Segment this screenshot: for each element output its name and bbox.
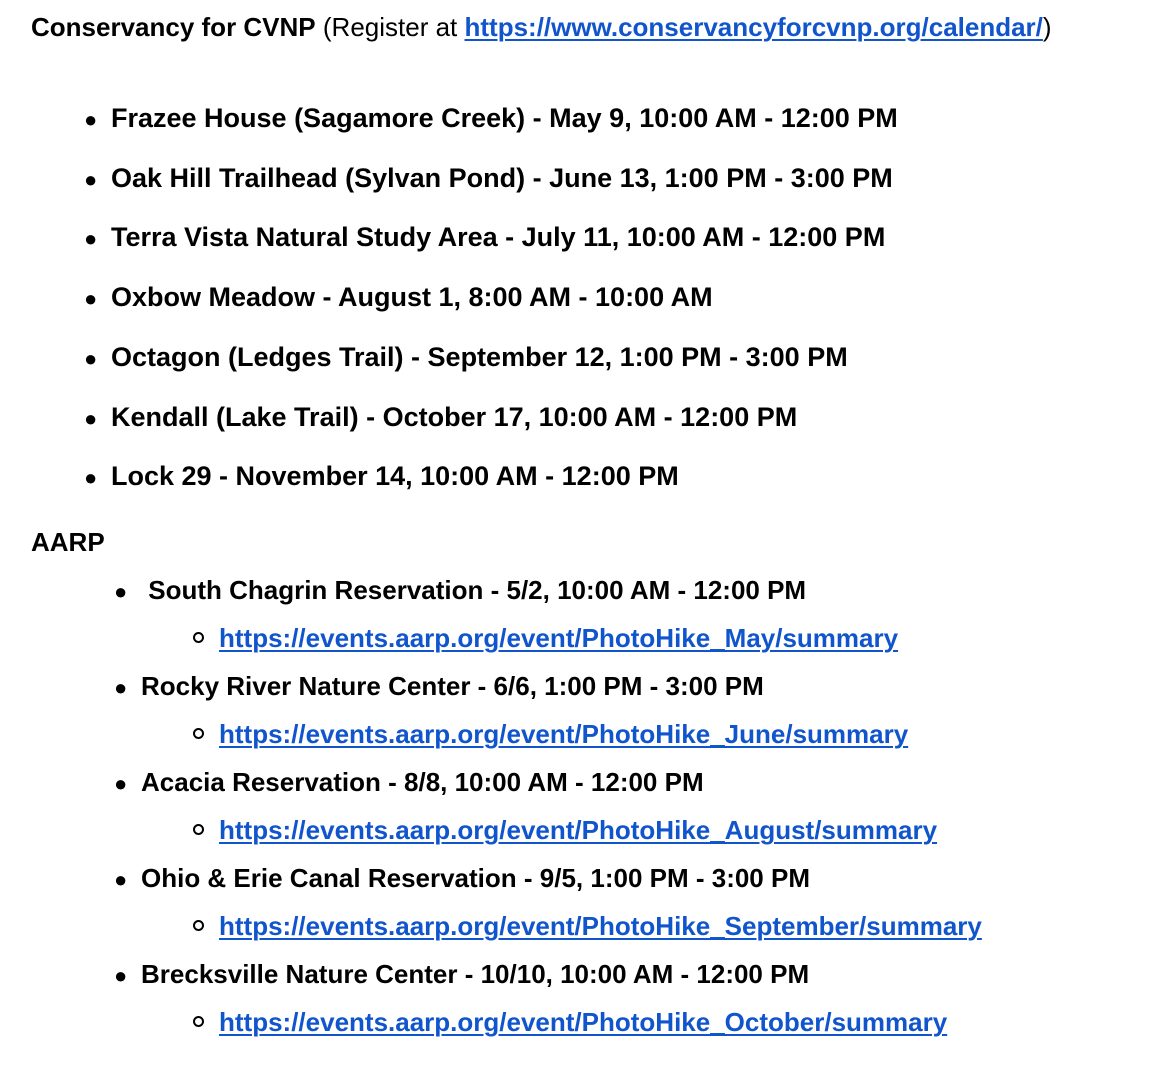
circle-bullet-icon [193,632,204,643]
event-label: Oxbow Meadow - August 1, 8:00 AM - 10:00 AM [111,282,713,312]
circle-bullet-icon [193,824,204,835]
list-item [114,865,810,891]
bullet-icon: ● [114,963,128,988]
list-item [84,404,797,431]
bullet-icon: ● [114,771,128,796]
bullet-icon: ● [114,579,128,604]
event-label: Brecksville Nature Center - 10/10, 10:00 AM - 12:00 PM [141,959,810,989]
list-item [84,344,848,371]
event-label: Oak Hill Trailhead (Sylvan Pond) - June 13, 1:00 PM - 3:00 PM [111,163,893,193]
event-label: Octagon (Ledges Trail) - September 12, 1:00 PM - 3:00 PM [111,342,848,372]
list-item [84,463,679,490]
list-item [84,224,885,251]
event-label: South Chagrin Reservation - 5/2, 10:00 AM - 12:00 PM [141,575,807,605]
bullet-icon: ● [114,867,128,892]
event-label: Frazee House (Sagamore Creek) - May 9, 10:00 AM - 12:00 PM [111,103,898,133]
register-suffix: ) [1042,12,1052,42]
sub-list-item [193,817,937,843]
list-item [114,577,806,603]
bullet-icon: ● [84,406,98,431]
event-link[interactable]: https://events.aarp.org/event/PhotoHike_August/summary [219,815,938,845]
circle-bullet-icon [193,728,204,739]
circle-bullet-icon [193,920,204,931]
event-label: Acacia Reservation - 8/8, 10:00 AM - 12:00 PM [141,767,704,797]
event-label: Rocky River Nature Center - 6/6, 1:00 PM - 3:00 PM [141,671,764,701]
sub-list-item [193,913,982,939]
list-item [84,284,713,311]
bullet-icon: ● [84,346,98,371]
bullet-icon: ● [114,675,128,700]
event-label: Terra Vista Natural Study Area - July 11, 10:00 AM - 12:00 PM [111,222,886,252]
bullet-icon: ● [84,107,98,132]
event-link[interactable]: https://events.aarp.org/event/PhotoHike_September/summary [219,911,982,941]
list-item [114,961,809,987]
conservancy-heading [31,14,1052,40]
aarp-title: AARP [31,527,105,557]
event-label: Ohio & Erie Canal Reservation - 9/5, 1:00 PM - 3:00 PM [141,863,810,893]
event-link[interactable]: https://events.aarp.org/event/PhotoHike_October/summary [219,1007,948,1037]
list-item [114,673,764,699]
sub-list-item [193,1009,947,1035]
bullet-icon: ● [84,465,98,490]
event-label: Kendall (Lake Trail) - October 17, 10:00 AM - 12:00 PM [111,402,798,432]
sub-list-item [193,625,898,651]
sub-list-item [193,721,908,747]
bullet-icon: ● [84,226,98,251]
circle-bullet-icon [193,1016,204,1027]
list-item [84,165,893,192]
event-label: Lock 29 - November 14, 10:00 AM - 12:00 PM [111,461,679,491]
event-link[interactable]: https://events.aarp.org/event/PhotoHike_May/summary [219,623,899,653]
aarp-heading [31,529,105,555]
list-item [84,105,898,132]
event-link[interactable]: https://events.aarp.org/event/PhotoHike_June/summary [219,719,909,749]
bullet-icon: ● [84,286,98,311]
list-item [114,769,704,795]
conservancy-name: Conservancy for CVNP [31,12,316,42]
register-prefix: (Register at [322,12,465,42]
conservancy-calendar-link[interactable]: https://www.conservancyforcvnp.org/calendar/ [464,12,1043,42]
bullet-icon: ● [84,167,98,192]
